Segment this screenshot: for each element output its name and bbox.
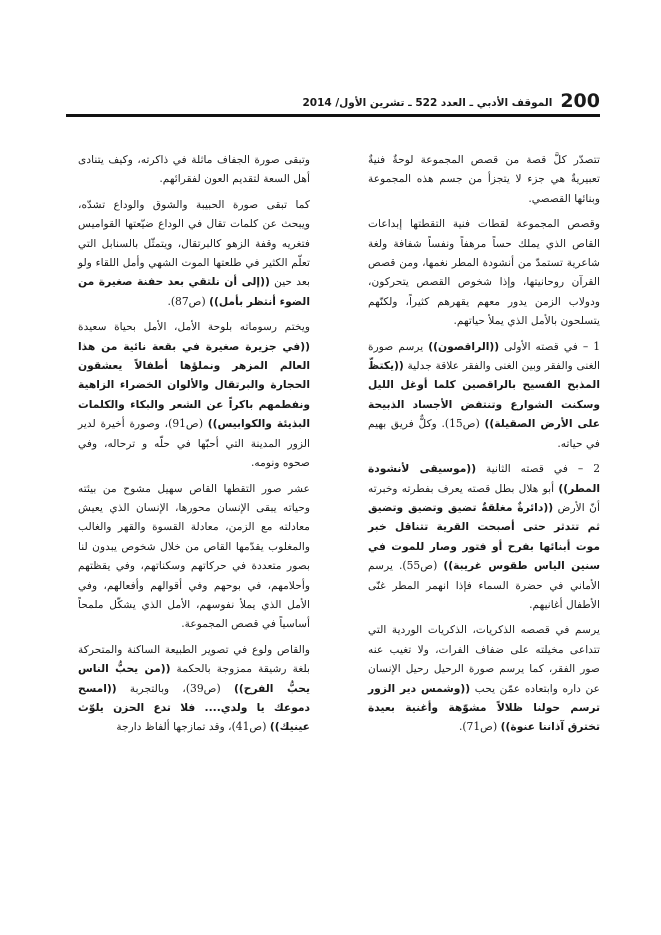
text-run: (ص71). <box>458 720 501 734</box>
header-rule <box>66 114 600 117</box>
text-run: وتبقى صورة الجفاف ماثلة في ذاكرته، وكيف يتنادى أهل السعة لتقديم العون لفقرائهم. <box>78 153 310 186</box>
text-run: والقاص ولوع في تصوير الطبيعة الساكنة والمتحركة بلغة رشيقة ممزوجة بالحكمة <box>78 642 310 676</box>
text-run: وقصص المجموعة لقطات فنية التقطتها إبداعات القاص الذي يملك حساً مرهفاً ونفساً شفافة ولغة شاعرية تستمدّ من أنشودة المطر نغمها، ومن قصص القرآن روحانيتها، وإذا شخوص القصص يتحركون، ودولاب الزمن يدور معهم يقهرهم كثيراً، ولكنّهم يتسلحون بالأمل الذي يملأ حياتهم. <box>368 217 600 328</box>
text-run: كما تبقى صورة الحبيبة والشوق والوداع تشدّه، ويبحث عن كلمات تقال في الوداع ضيّعتها القواميس فتغريه وقفة الزهو كالبرتقال، ويتمثّل بالسنابل التي تعلّم الكثير في طلعتها الموت الشهي وأمل اللقاء ولو بعد حين <box>78 197 310 289</box>
body-paragraph <box>78 150 310 189</box>
text-run: (ص15). وكلٌّ فريق بهيم في حياته. <box>368 417 600 450</box>
body-paragraph <box>78 479 310 634</box>
quoted-bold-run: ((يكتظّ المذبح الفسيح بالراقصين كلما أوغل الليل وسكنت الشوارع وتنتفض الأجساد الذبيحة على الأرض الصقيلة)) <box>368 359 600 431</box>
body-paragraph <box>368 337 600 453</box>
text-run: 2 – في قصته الثانية <box>476 462 600 476</box>
text-run: (ص55). يرسم الأماني في حضرة السماء فإذا انهمر المطر غنّى الأطفال أغانيهم. <box>368 559 600 611</box>
text-run: ويختم رسوماته بلوحة الأمل، الأمل بحياة سعيدة <box>78 320 310 334</box>
text-run: (ص87). <box>167 294 210 308</box>
text-run: (ص39)، وبالتجربة <box>116 681 234 695</box>
quoted-bold-run: ((موسيقى لأنشودة المطر)) <box>368 462 600 495</box>
text-run: (ص91)، وصورة أخيرة لدير الزور المدينة التي أحبّها في حلّه و ترحاله، وفي صحوه ونومه. <box>78 417 310 470</box>
body-paragraph <box>78 640 310 737</box>
body-paragraph <box>78 195 310 311</box>
column-right <box>368 150 600 743</box>
quoted-bold-run: ((امسح دموعك يا ولدي.... فلا تدع الحزن يلوّث عينيك)) <box>78 681 310 734</box>
text-run: (ص41)، وقد تمازجها ألفاظ دارجة <box>116 720 270 734</box>
page-header <box>302 86 600 112</box>
quoted-bold-run: ((إلى أن نلتقي بعد حفنة صغيرة من الضوء أنتظر بأمل)) <box>78 275 310 308</box>
column-left <box>78 150 310 743</box>
text-run: عشر صور التقطها القاص سهيل مشوح من بيئته وحياته يبقى الإنسان محورها، الإنسان الذي يعيش معادلته مع الزمن، معادلة القسوة والقهر والغالب والمغلوب يقدّمها القاص من خلال شخوص يبدون لنا بصور متعددة في حركاتهم وسكناتهم، وفي يقظتهم وأحلامهم، في بوحهم وفي أقوالهم وأفعالهم، وفي الأمل الذي يملأ نفوسهم، الأمل الذي يشكّل ملمحاً أساسياً في قصص المجموعة. <box>78 481 310 631</box>
text-run: يرسم في قصصه الذكريات، الذكريات الوردية التي تتداعى مخيلته على ضفاف الفرات، ولا تغيب عنه صور الفقر، كما يرسم صورة الرحيل رحيل الإنسان عن داره وابتعاده عمّن يحب <box>368 623 600 695</box>
page-number: 200 <box>560 90 600 112</box>
text-run: تتصدّر كلَّ قصة من قصص المجموعة لوحةٌ فنيةٌ تعبيريةٌ هي جزء لا يتجزأ من جسم هذه المجموعة وبنائها القصصي. <box>368 153 600 205</box>
body-paragraph <box>368 459 600 614</box>
body-paragraph <box>368 150 600 208</box>
body-paragraph <box>78 317 310 472</box>
body-paragraph <box>368 620 600 736</box>
quoted-bold-run: ((دائرةٌ مغلقةٌ تضيق وتضيق وتضيق ثم تتدثر حتى أصبحت القرية تتناقل خبر موت أبنائها بفرح أو فتور وصار للموت في سنين الياس طقوس غريبة)) <box>368 500 600 573</box>
text-run: أبو هلال بطل قصته يعرف بفطرته وخبرته أنّ الأرض <box>368 481 600 514</box>
body-paragraph <box>368 214 600 330</box>
quoted-bold-run: ((الراقصون)) <box>428 339 500 353</box>
quoted-bold-run: ((من يحبُّ الناس يحبُّ الفرح)) <box>78 662 310 695</box>
quoted-bold-run: ((وشمس دير الزور ترسم حولنا ظلالاً مشوّهة وأغنية بعيدة تخترق آذاننا عنوة)) <box>368 681 600 734</box>
running-head: الموقف الأدبي ـ العدد 522 ـ تشرين الأول/ 2014 <box>302 97 553 109</box>
text-run: 1 – في قصته الأولى <box>499 339 600 353</box>
quoted-bold-run: ((في جزيرة صغيرة في بقعة نائية من هذا العالم المزهر ونملؤها أطفالاً يعشقون الحجارة والبرتقال والألوان الخضراء الزاهية ونفطمهم باكراً عن الشعر والبكاء والكلمات البذيئة والكوابيس)) <box>78 339 310 431</box>
text-run: يرسم صورة الغنى والفقر وبين الغنى والفقر علاقة جدلية <box>368 339 600 373</box>
